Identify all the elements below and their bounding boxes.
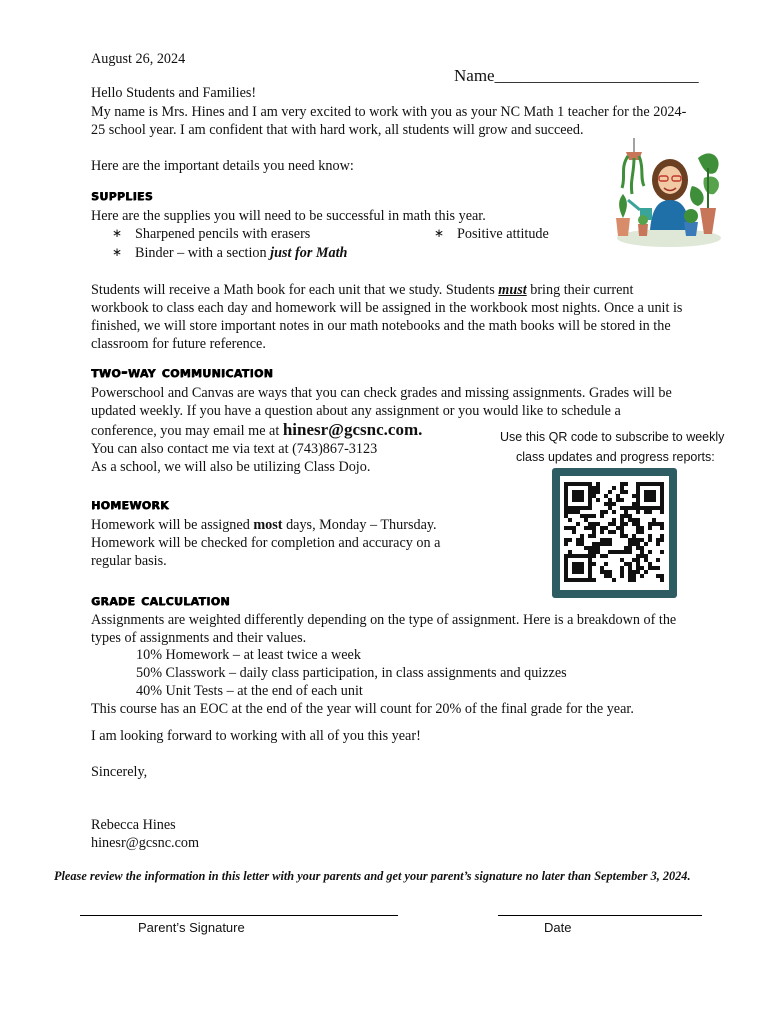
letter-date: August 26, 2024 [91,51,186,67]
qr-module [636,526,640,530]
qr-module [628,574,632,578]
qr-module [628,578,632,582]
qr-module [564,538,568,542]
qr-module [648,534,652,538]
qr-module [640,550,644,554]
qr-module [624,562,628,566]
qr-module [628,570,632,574]
qr-module [620,498,624,502]
qr-module [656,538,660,542]
qr-module [620,514,624,518]
qr-module [616,526,620,530]
qr-module [588,522,592,526]
qr-module [656,558,660,562]
qr-module [596,522,600,526]
qr-module [600,526,604,530]
qr-module [660,538,664,542]
supply-item-pencils: Sharpened pencils with erasers [135,226,311,242]
qr-module [608,498,612,502]
qr-module [580,514,584,518]
grade-item-tests: 40% Unit Tests – at the end of each unit [136,683,363,699]
qr-module [648,522,652,526]
qr-module [592,534,596,538]
grade-calculation-heading: grade calculation [91,590,230,609]
qr-module [628,562,632,566]
qr-module [660,574,664,578]
eoc-note: This course has an EOC at the end of the year will count for 20% of the final grade for the year. [91,701,634,717]
qr-module [600,510,604,514]
qr-module [616,498,620,502]
qr-module [636,562,640,566]
communication-line-2: updated weekly. If you have a question about any assignment or you would like to schedule a [91,403,621,419]
intro-line-1: My name is Mrs. Hines and I am very excited to work with you as your NC Math 1 teacher for the 2024- [91,104,687,120]
qr-module [636,566,640,570]
qr-module [604,574,608,578]
qr-module [624,510,628,514]
qr-module [656,542,660,546]
communication-line-3 [91,421,422,440]
qr-code-pattern [560,476,669,590]
qr-module [640,538,644,542]
qr-module [600,542,604,546]
qr-module [608,490,612,494]
qr-module [624,506,628,510]
qr-caption-2: class updates and progress reports: [516,450,715,464]
qr-module [592,494,596,498]
qr-module [612,518,616,522]
qr-module [632,538,636,542]
qr-module [612,522,616,526]
qr-module [564,542,568,546]
qr-module [608,574,612,578]
qr-module [648,562,652,566]
qr-module [588,546,592,550]
qr-module [588,550,592,554]
workbook-text: Students will receive a Math book for each unit that we study. Students [91,282,499,298]
workbook-line-1 [91,281,633,299]
workbook-line-2: workbook to class each day and homework will be assigned in the workbook most nights. Once a unit is [91,300,683,316]
qr-module [596,482,600,486]
homework-text: Homework will be assigned [91,517,254,533]
workbook-line-4: classroom for future reference. [91,336,266,352]
qr-module [636,510,640,514]
qr-module [588,534,592,538]
qr-module [584,526,588,530]
signature-name: Rebecca Hines [91,817,176,833]
parent-signature-label: Parent’s Signature [138,920,245,935]
qr-module [632,518,636,522]
teacher-email[interactable]: hinesr@gcsnc.com. [282,420,423,439]
qr-module [564,514,568,518]
qr-module [592,578,596,582]
qr-module [640,530,644,534]
qr-module [660,526,664,530]
qr-module [620,526,624,530]
qr-module [608,522,612,526]
must-emphasis: must [498,282,527,298]
qr-module [604,554,608,558]
qr-module [648,510,652,514]
homework-text-end: days, Monday – Thursday. [282,517,437,533]
qr-module [576,522,580,526]
qr-module [620,530,624,534]
supplies-heading: supplies [91,185,153,204]
qr-module [612,510,616,514]
qr-module [608,550,612,554]
qr-module [636,522,640,526]
important-details: Here are the important details you need know: [91,158,354,174]
qr-module [576,542,580,546]
qr-module [620,506,624,510]
qr-module [620,518,624,522]
qr-module [620,490,624,494]
parent-signature-line[interactable] [80,915,398,916]
qr-module [592,514,596,518]
qr-module [600,538,604,542]
qr-module [596,546,600,550]
qr-module [572,530,576,534]
qr-module [580,538,584,542]
qr-module [624,514,628,518]
qr-module [616,550,620,554]
qr-module [592,562,596,566]
qr-module [644,554,648,558]
qr-module [612,530,616,534]
qr-module [632,570,636,574]
qr-module [648,526,652,530]
qr-module [644,510,648,514]
communication-heading: two-way communication [91,362,273,381]
qr-module [640,526,644,530]
qr-finder-pattern [644,490,656,502]
supplies-intro: Here are the supplies you will need to be successful in math this year. [91,208,486,224]
qr-module [640,546,644,550]
qr-module [620,486,624,490]
qr-module [600,566,604,570]
homework-line-2: Homework will be checked for completion and accuracy on a [91,535,441,551]
qr-module [604,510,608,514]
qr-module [648,550,652,554]
qr-module [652,518,656,522]
qr-module [592,522,596,526]
qr-module [624,550,628,554]
qr-module [604,494,608,498]
qr-module [652,566,656,570]
closing-sincerely: Sincerely, [91,764,148,780]
qr-module [576,510,580,514]
qr-module [604,562,608,566]
qr-module [600,514,604,518]
qr-module [580,542,584,546]
qr-module [632,558,636,562]
intro-line-2: 25 school year. I am confident that with hard work, all students will grow and succeed. [91,122,584,138]
qr-module [596,542,600,546]
qr-module [592,550,596,554]
qr-module [588,526,592,530]
qr-module [636,554,640,558]
qr-module [648,538,652,542]
qr-module [580,534,584,538]
qr-module [644,558,648,562]
qr-module [588,514,592,518]
qr-module [624,546,628,550]
supply-item-binder [135,244,347,262]
qr-module [572,510,576,514]
qr-module [584,546,588,550]
qr-module [592,486,596,490]
qr-module [600,530,604,534]
qr-code[interactable] [552,468,677,598]
qr-module [660,550,664,554]
qr-module [620,558,624,562]
qr-caption-1: Use this QR code to subscribe to weekly [500,430,725,444]
qr-finder-pattern [572,490,584,502]
qr-module [592,542,596,546]
homework-line-1 [91,516,437,534]
qr-module [632,574,636,578]
qr-module [564,526,568,530]
communication-line-1: Powerschool and Canvas are ways that you can check grades and missing assignments. Grades will be [91,385,672,401]
qr-module [632,578,636,582]
qr-module [628,542,632,546]
qr-module [592,554,596,558]
qr-module [592,490,596,494]
qr-module [600,570,604,574]
qr-module [660,578,664,582]
grades-line-2: types of assignments and their values. [91,630,307,646]
qr-module [604,502,608,506]
qr-module [596,550,600,554]
most-emphasis: most [253,517,283,533]
qr-module [600,554,604,558]
qr-module [608,542,612,546]
qr-module [628,514,632,518]
qr-module [608,530,612,534]
qr-module [604,570,608,574]
workbook-line-3: finished, we will store important notes in our math notebooks and the math books will be stored in the [91,318,671,334]
qr-module [636,518,640,522]
binder-text: Binder – with a section [135,245,271,261]
qr-module [640,566,644,570]
qr-module [612,578,616,582]
qr-module [620,534,624,538]
qr-module [592,526,596,530]
signature-email: hinesr@gcsnc.com [91,835,200,851]
grade-item-classwork: 50% Classwork – daily class participation, in class assignments and quizzes [136,665,567,681]
qr-module [628,566,632,570]
qr-module [656,522,660,526]
qr-module [632,502,636,506]
qr-module [624,522,628,526]
qr-module [648,566,652,570]
qr-module [612,550,616,554]
qr-module [564,510,568,514]
qr-module [624,534,628,538]
qr-module [624,490,628,494]
qr-module [660,510,664,514]
workbook-text-end: bring their current [526,282,634,298]
qr-module [608,502,612,506]
date-label: Date [544,920,572,935]
qr-module [620,482,624,486]
qr-module [608,506,612,510]
qr-module [660,534,664,538]
qr-module [632,534,636,538]
date-line[interactable] [498,915,702,916]
supply-item-attitude: Positive attitude [457,226,549,242]
qr-module [628,550,632,554]
qr-module [620,550,624,554]
closing-forward: I am looking forward to working with all of you this year! [91,728,421,744]
qr-module [568,538,572,542]
qr-module [576,538,580,542]
name-field: Name________________________ [454,66,699,85]
qr-module [640,574,644,578]
binder-emphasis: just for Math [270,245,348,261]
bullet-icon: ∗ [112,245,123,259]
qr-module [636,538,640,542]
grade-item-homework: 10% Homework – at least twice a week [136,647,361,663]
qr-module [636,570,640,574]
qr-module [620,522,624,526]
qr-module [636,546,640,550]
qr-module [596,498,600,502]
qr-module [640,554,644,558]
email-prompt: conference, you may email me at [91,423,283,439]
qr-module [620,566,624,570]
qr-module [632,542,636,546]
teacher-plants-illustration [612,138,726,250]
qr-module [604,542,608,546]
qr-module [628,546,632,550]
qr-module [620,570,624,574]
qr-module [604,526,608,530]
qr-module [624,482,628,486]
qr-module [628,506,632,510]
qr-module [656,574,660,578]
qr-module [612,502,616,506]
communication-line-5: As a school, we will also be utilizing Class Dojo. [91,459,371,475]
qr-module [628,538,632,542]
qr-module [584,514,588,518]
qr-module [568,518,572,522]
qr-module [604,538,608,542]
qr-module [636,558,640,562]
qr-module [568,550,572,554]
qr-module [584,518,588,522]
communication-line-4: You can also contact me via text at (743)867-3123 [91,441,378,457]
qr-module [596,490,600,494]
qr-module [592,530,596,534]
qr-module [636,530,640,534]
qr-module [632,522,636,526]
bullet-icon: ∗ [434,226,445,240]
qr-module [632,506,636,510]
qr-module [572,526,576,530]
qr-module [592,546,596,550]
homework-line-3: regular basis. [91,553,167,569]
qr-module [656,566,660,570]
qr-finder-pattern [572,562,584,574]
qr-module [616,494,620,498]
qr-module [620,574,624,578]
qr-module [612,486,616,490]
qr-module [628,518,632,522]
qr-module [568,510,572,514]
qr-module [632,494,636,498]
qr-module [608,538,612,542]
homework-heading: homework [91,494,169,513]
qr-module [660,522,664,526]
grades-line-1: Assignments are weighted differently depending on the type of assignment. Here is a breakdown of the [91,612,677,628]
qr-module [652,522,656,526]
qr-module [608,570,612,574]
greeting: Hello Students and Families! [91,85,257,101]
qr-module [636,542,640,546]
qr-module [644,542,648,546]
qr-module [644,570,648,574]
qr-module [596,486,600,490]
bullet-icon: ∗ [112,226,123,240]
review-note: Please review the information in this letter with your parents and get your parent’s signature no later than September 3, 2024. [54,869,691,883]
qr-module [568,526,572,530]
